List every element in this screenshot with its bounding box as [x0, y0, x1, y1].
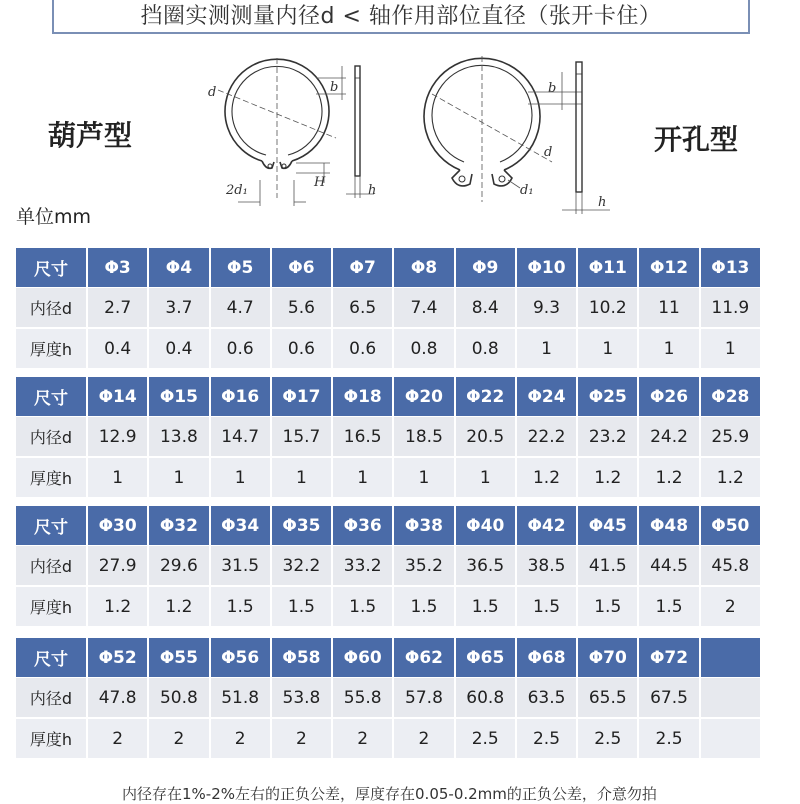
thick-cell: 0.8: [456, 329, 515, 368]
label-d: d: [208, 85, 217, 100]
inner-diameter-row: [16, 678, 760, 719]
thick-cell: 0.8: [394, 329, 453, 368]
size-cell: Φ48: [639, 506, 698, 546]
size-row: [16, 506, 760, 546]
thick-cell: 0.6: [211, 329, 270, 368]
size-row-label: 尺寸: [16, 377, 86, 417]
thick-cell: 1: [456, 458, 515, 497]
thick-cell: 1.5: [394, 587, 453, 626]
empty-size-cell: [701, 638, 760, 678]
inner-cell: 6.5: [333, 288, 392, 329]
thick-cell: 1.2: [88, 587, 147, 626]
inner-cell: 67.5: [639, 678, 698, 719]
size-cell: Φ7: [333, 248, 392, 288]
size-cell: Φ28: [701, 377, 760, 417]
thick-cell: 2.5: [578, 719, 637, 758]
size-cell: Φ26: [639, 377, 698, 417]
size-cell: Φ10: [517, 248, 576, 288]
label-2d1: 2d₁: [226, 183, 248, 198]
size-row-label: 尺寸: [16, 638, 86, 678]
size-cell: Φ72: [639, 638, 698, 678]
inner-cell: 29.6: [149, 546, 208, 587]
thick-cell: 1.5: [639, 587, 698, 626]
size-cell: Φ52: [88, 638, 147, 678]
size-cell: Φ55: [149, 638, 208, 678]
inner-cell: 5.6: [272, 288, 331, 329]
label-H: H: [314, 175, 326, 190]
size-cell: Φ42: [517, 506, 576, 546]
size-cell: Φ14: [88, 377, 147, 417]
inner-diameter-row: [16, 546, 760, 587]
thickness-row: [16, 587, 760, 626]
inner-row-label: 内径d: [16, 678, 86, 719]
inner-cell: 11: [639, 288, 698, 329]
inner-cell: 44.5: [639, 546, 698, 587]
thick-cell: 2.5: [517, 719, 576, 758]
thick-row-label: 厚度h: [16, 587, 86, 626]
inner-cell: 31.5: [211, 546, 270, 587]
size-row: [16, 248, 760, 288]
thick-cell: 2: [272, 719, 331, 758]
size-cell: Φ35: [272, 506, 331, 546]
inner-cell: 10.2: [578, 288, 637, 329]
inner-cell: 53.8: [272, 678, 331, 719]
thick-cell: 2: [149, 719, 208, 758]
size-cell: Φ50: [701, 506, 760, 546]
size-cell: Φ30: [88, 506, 147, 546]
size-cell: Φ18: [333, 377, 392, 417]
inner-diameter-row: [16, 288, 760, 329]
thick-cell: 1.5: [578, 587, 637, 626]
thick-cell: 2.5: [456, 719, 515, 758]
size-cell: Φ58: [272, 638, 331, 678]
inner-cell: 18.5: [394, 417, 453, 458]
size-cell: Φ45: [578, 506, 637, 546]
inner-cell: 3.7: [149, 288, 208, 329]
inner-cell: 47.8: [88, 678, 147, 719]
size-cell: Φ60: [333, 638, 392, 678]
size-cell: Φ16: [211, 377, 270, 417]
inner-cell: 50.8: [149, 678, 208, 719]
thick-cell: 1.5: [517, 587, 576, 626]
size-cell: Φ3: [88, 248, 147, 288]
thick-cell: 0.6: [333, 329, 392, 368]
page-title: 挡圈实测测量内径d < 轴作用部位直径（张开卡住）: [52, 0, 750, 34]
thick-cell: 1.2: [149, 587, 208, 626]
thick-cell: 1.2: [639, 458, 698, 497]
inner-cell: 8.4: [456, 288, 515, 329]
size-cell: Φ65: [456, 638, 515, 678]
thick-row-label: 厚度h: [16, 329, 86, 368]
inner-cell: 35.2: [394, 546, 453, 587]
inner-cell: 20.5: [456, 417, 515, 458]
thick-row-label: 厚度h: [16, 719, 86, 758]
size-cell: Φ68: [517, 638, 576, 678]
spec-table-1: [14, 248, 762, 368]
size-cell: Φ32: [149, 506, 208, 546]
inner-cell: 7.4: [394, 288, 453, 329]
spec-table-4: [14, 638, 762, 758]
label-h-right: h: [598, 195, 607, 210]
size-cell: Φ6: [272, 248, 331, 288]
open-hole-ring-diagram: [412, 52, 622, 217]
thick-cell: 0.4: [88, 329, 147, 368]
thick-cell: 2: [333, 719, 392, 758]
size-cell: Φ25: [578, 377, 637, 417]
inner-cell: 2.7: [88, 288, 147, 329]
inner-cell: 13.8: [149, 417, 208, 458]
thick-cell: 1: [517, 329, 576, 368]
gourd-type-ring-diagram: [196, 58, 396, 208]
thick-cell: 1: [639, 329, 698, 368]
inner-cell: 38.5: [517, 546, 576, 587]
size-cell: Φ5: [211, 248, 270, 288]
inner-cell: 57.8: [394, 678, 453, 719]
thick-cell: 1: [88, 458, 147, 497]
size-cell: Φ36: [333, 506, 392, 546]
size-cell: Φ20: [394, 377, 453, 417]
thick-cell: 1: [578, 329, 637, 368]
inner-cell: 41.5: [578, 546, 637, 587]
thick-cell: 1.2: [578, 458, 637, 497]
thick-cell: 1: [211, 458, 270, 497]
label-b-right: b: [548, 81, 557, 96]
size-cell: Φ62: [394, 638, 453, 678]
size-row-label: 尺寸: [16, 248, 86, 288]
thick-cell: 1.5: [456, 587, 515, 626]
size-cell: Φ17: [272, 377, 331, 417]
thick-cell: 1.2: [517, 458, 576, 497]
inner-cell: 63.5: [517, 678, 576, 719]
label-h-left: h: [368, 183, 377, 198]
inner-row-label: 内径d: [16, 546, 86, 587]
thick-cell: 1.5: [211, 587, 270, 626]
thick-cell: 1: [333, 458, 392, 497]
inner-cell: 51.8: [211, 678, 270, 719]
inner-row-label: 内径d: [16, 417, 86, 458]
thick-cell: 1: [394, 458, 453, 497]
thick-cell: 0.6: [272, 329, 331, 368]
inner-cell: 33.2: [333, 546, 392, 587]
size-row-label: 尺寸: [16, 506, 86, 546]
inner-diameter-row: [16, 417, 760, 458]
thick-cell: 2: [88, 719, 147, 758]
thickness-row: [16, 719, 760, 758]
size-cell: Φ9: [456, 248, 515, 288]
inner-cell: 22.2: [517, 417, 576, 458]
label-d1-right: d₁: [520, 183, 534, 198]
thick-cell: 2: [211, 719, 270, 758]
thick-cell: 1.5: [272, 587, 331, 626]
spec-table-2: [14, 377, 762, 497]
inner-cell: 32.2: [272, 546, 331, 587]
size-cell: Φ12: [639, 248, 698, 288]
thick-cell: 2: [394, 719, 453, 758]
inner-cell: 45.8: [701, 546, 760, 587]
inner-cell: 55.8: [333, 678, 392, 719]
inner-cell: 60.8: [456, 678, 515, 719]
inner-row-label: 内径d: [16, 288, 86, 329]
empty-inner-cell: [701, 678, 760, 719]
thickness-row: [16, 329, 760, 368]
thick-cell: 1: [701, 329, 760, 368]
size-cell: Φ15: [149, 377, 208, 417]
inner-cell: 23.2: [578, 417, 637, 458]
open-hole-type-label: 开孔型: [654, 123, 739, 156]
inner-cell: 14.7: [211, 417, 270, 458]
thick-row-label: 厚度h: [16, 458, 86, 497]
size-row: [16, 638, 760, 678]
size-cell: Φ40: [456, 506, 515, 546]
size-cell: Φ13: [701, 248, 760, 288]
inner-cell: 4.7: [211, 288, 270, 329]
thick-cell: 0.4: [149, 329, 208, 368]
size-cell: Φ24: [517, 377, 576, 417]
size-cell: Φ4: [149, 248, 208, 288]
size-cell: Φ38: [394, 506, 453, 546]
thick-cell: 1: [272, 458, 331, 497]
inner-cell: 12.9: [88, 417, 147, 458]
size-cell: Φ8: [394, 248, 453, 288]
empty-thick-cell: [701, 719, 760, 758]
thickness-row: [16, 458, 760, 497]
size-cell: Φ34: [211, 506, 270, 546]
label-b: b: [330, 80, 339, 95]
thick-cell: 2.5: [639, 719, 698, 758]
inner-cell: 15.7: [272, 417, 331, 458]
size-cell: Φ56: [211, 638, 270, 678]
thick-cell: 2: [701, 587, 760, 626]
thick-cell: 1.5: [333, 587, 392, 626]
inner-cell: 25.9: [701, 417, 760, 458]
thick-cell: 1: [149, 458, 208, 497]
inner-cell: 16.5: [333, 417, 392, 458]
inner-cell: 36.5: [456, 546, 515, 587]
inner-cell: 65.5: [578, 678, 637, 719]
inner-cell: 11.9: [701, 288, 760, 329]
size-row: [16, 377, 760, 417]
gourd-type-label: 葫芦型: [48, 119, 133, 152]
unit-label: 单位mm: [16, 206, 92, 228]
size-cell: Φ11: [578, 248, 637, 288]
thick-cell: 1.2: [701, 458, 760, 497]
inner-cell: 9.3: [517, 288, 576, 329]
label-d-right: d: [544, 145, 553, 160]
size-cell: Φ70: [578, 638, 637, 678]
size-cell: Φ22: [456, 377, 515, 417]
spec-table-3: [14, 506, 762, 626]
tolerance-footnote: 内径存在1%-2%左右的正负公差，厚度存在0.05-0.2mm的正负公差，介意勿拍: [122, 785, 657, 803]
inner-cell: 27.9: [88, 546, 147, 587]
inner-cell: 24.2: [639, 417, 698, 458]
